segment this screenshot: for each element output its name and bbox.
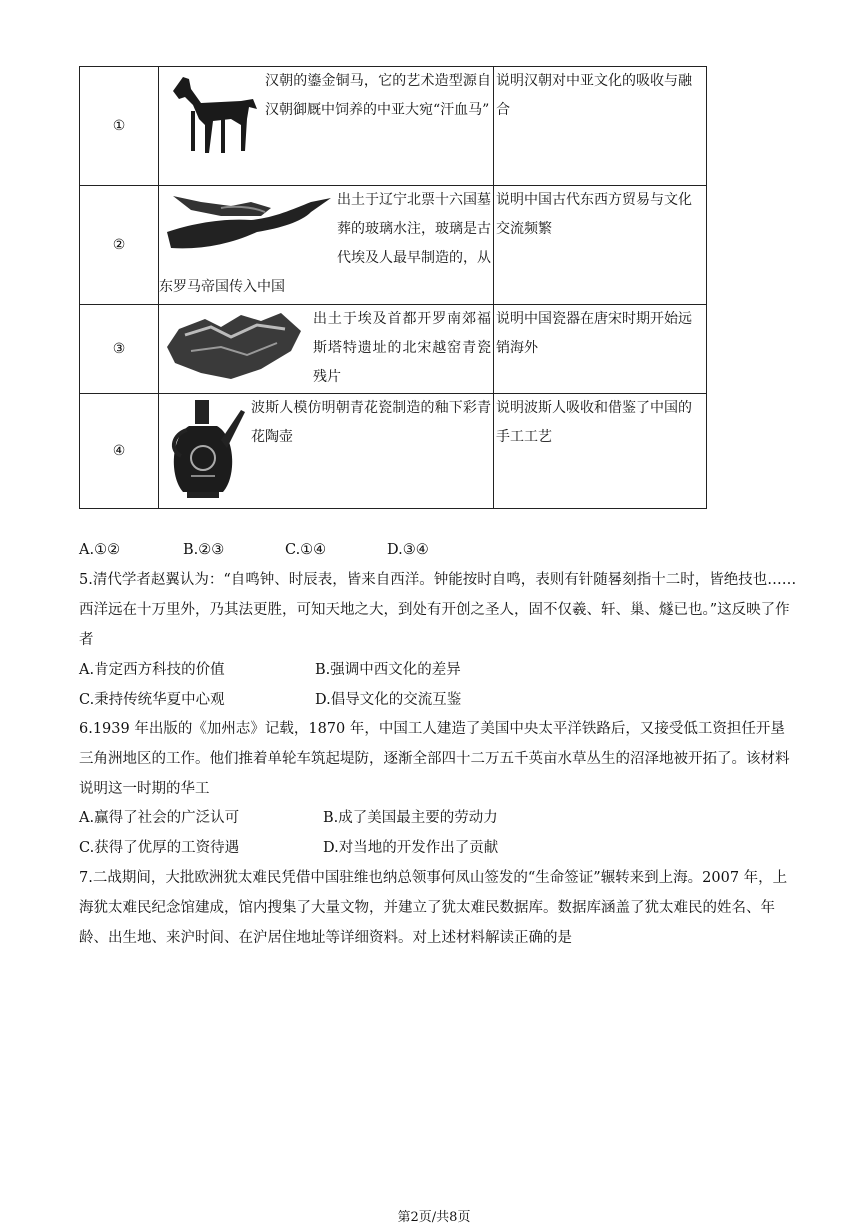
table-row [80,394,707,509]
description-text: 出土于埃及首都开罗南郊福斯塔特遗址的北宋越窑青瓷残片 [313,311,491,385]
option-b[interactable]: B.强调中西文化的差异 [315,662,461,678]
option-c[interactable]: C.秉持传统华夏中心观 [79,692,225,708]
conclusion-cell: 说明汉朝对中亚文化的吸收与融合 [494,67,707,186]
option-d[interactable]: D.对当地的开发作出了贡献 [323,840,499,856]
description-text: 汉朝的鎏金铜马，它的艺术造型源自汉朝御厩中饲养的中亚大宛“汗血马” [265,73,491,118]
row-number: ④ [80,394,159,509]
description-text: 出土于辽宁北票十六国墓葬的玻璃水注，玻璃是古代埃及人最早制造的，从东罗马帝国传入中国 [159,192,491,295]
blue-white-ewer-image [161,396,247,502]
option-a[interactable]: A.①② [79,542,121,558]
bronze-horse-image [161,69,261,161]
option-d[interactable]: D.③④ [387,542,429,558]
row-number: ② [80,186,159,305]
description-cell [159,305,494,394]
table-row [80,67,707,186]
question-5-stem: 5.清代学者赵翼认为：“自鸣钟、时辰表，皆来自西洋。钟能按时自鸣，表则有针随晷刻指十二时，皆绝技也……西洋远在十万里外，乃其法更胜，可知天地之大，到处有开创之圣人，固不仅羲、轩、巢、燧已也。”这反映了作者 [79,572,797,648]
table-row [80,305,707,394]
glass-water-vessel-image [161,188,333,254]
conclusion-cell: 说明中国瓷器在唐宋时期开始远销海外 [494,305,707,394]
celadon-shard-image [161,307,309,381]
description-cell [159,394,494,509]
question-6-stem: 6.1939 年出版的《加州志》记载，1870 年，中国工人建造了美国中央太平洋铁路后，又接受低工资担任开垦三角洲地区的工作。他们推着单轮车筑起堤防，逐渐全部四十二万五千英亩水草丛生的沼泽地被开拓了。该材料说明这一时期的华工 [79,721,790,797]
option-b[interactable]: B.②③ [183,542,225,558]
q6-options-row2 [79,833,498,863]
q5-options-row1 [79,655,461,685]
question-7-stem: 7.二战期间，大批欧洲犹太难民凭借中国驻维也纳总领事何凤山签发的“生命签证”辗转来到上海。2007 年，上海犹太难民纪念馆建成，馆内搜集了大量文物，并建立了犹太难民数据库。数据库涵盖了犹太难民的姓名、年龄、出生地、来沪时间、在沪居住地址等详细资料。对上述材料解读正确的是 [79,870,788,946]
option-a[interactable]: A.赢得了社会的广泛认可 [79,810,240,826]
q5-options-row2 [79,685,461,715]
description-cell [159,186,494,305]
option-c[interactable]: C.获得了优厚的工资待遇 [79,840,240,856]
q6-options-row1 [79,803,498,833]
description-cell [159,67,494,186]
conclusion-cell: 说明波斯人吸收和借鉴了中国的手工工艺 [494,394,707,509]
option-b[interactable]: B.成了美国最主要的劳动力 [323,810,498,826]
page-footer: 第2页/共8页 [397,1210,471,1225]
artifact-table [79,66,707,509]
option-d[interactable]: D.倡导文化的交流互鉴 [315,692,462,708]
table-row [80,186,707,305]
option-c[interactable]: C.①④ [285,542,327,558]
conclusion-cell: 说明中国古代东西方贸易与文化交流频繁 [494,186,707,305]
description-text: 波斯人模仿明朝青花瓷制造的釉下彩青花陶壶 [251,400,491,445]
q4-options [79,535,429,565]
row-number: ③ [80,305,159,394]
row-number: ① [80,67,159,186]
option-a[interactable]: A.肯定西方科技的价值 [79,662,225,678]
